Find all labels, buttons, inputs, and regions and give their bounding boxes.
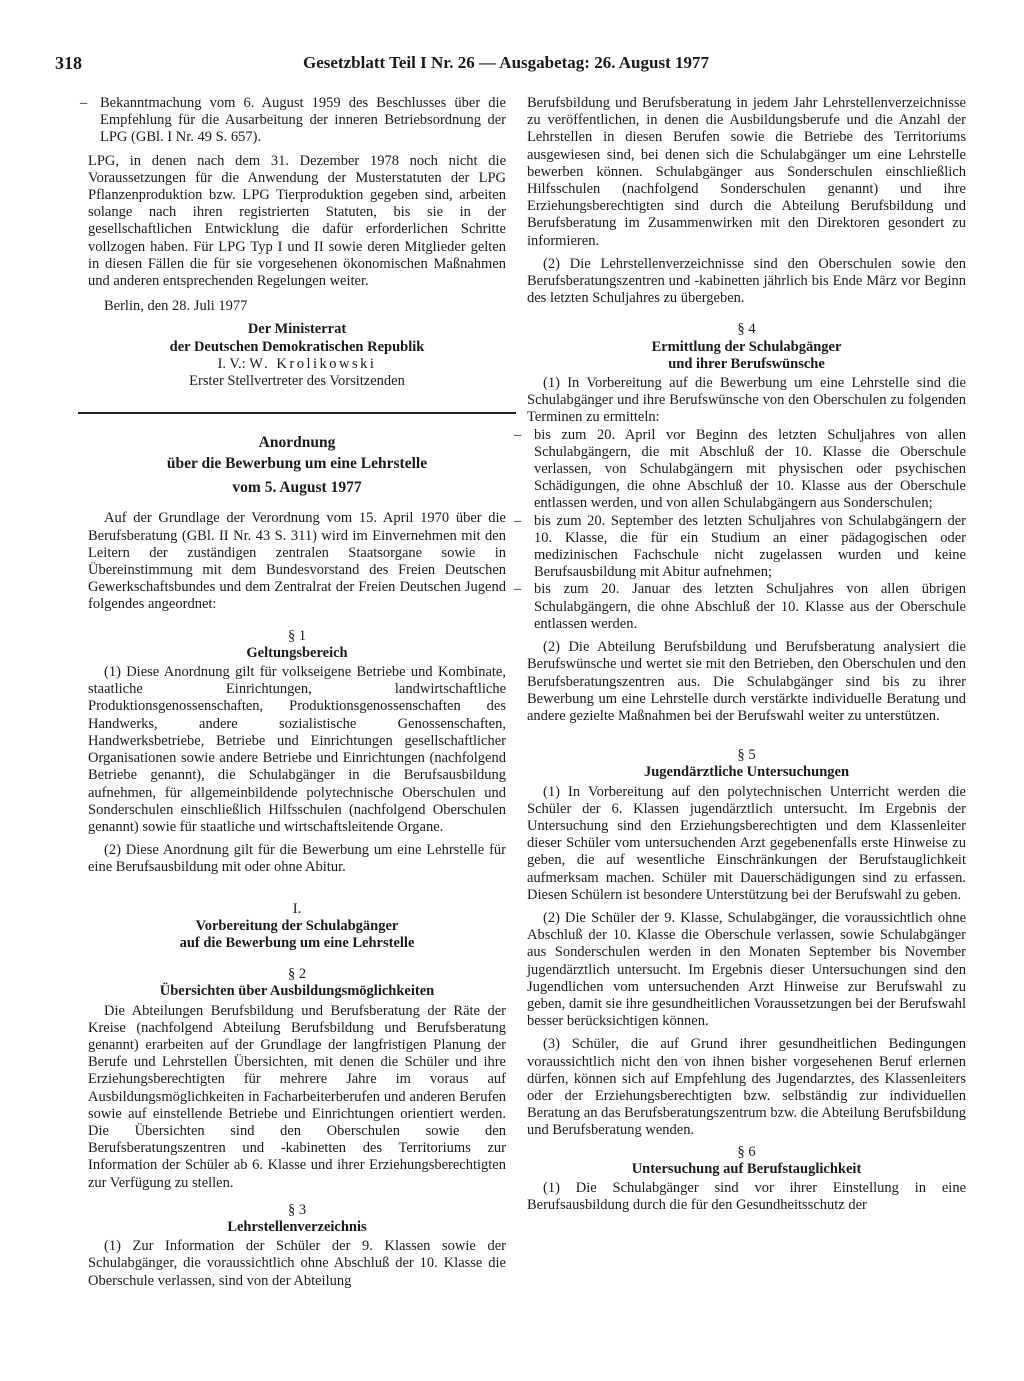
- section-title: Geltungsbereich: [246, 644, 348, 661]
- signatory-name: W. Krolikowski: [249, 355, 377, 372]
- ordinance-date: vom 5. August 1977: [232, 479, 362, 497]
- section-subtitle: und ihrer Berufswünsche: [668, 355, 825, 372]
- paragraph: LPG, in denen nach dem 31. Dezember 1978 noch nicht die Voraussetzungen für die Anwendung der Musterstatuten der LPG Pflanzenproduktion bzw. LPG Tierproduktion gegeben sind, arbeiten solange nach ihren registrierten Statuten, bis sie in der gesellschaftlichen Entwicklung die dafür erforderlichen Schritte vollzogen haben. Für LPG Typ I und II sowie deren Mitglieder gelten in diesen Fällen die für sie vorgesehenen ökonomischen Maßnahmen und anderen entsprechenden Regelungen weiter.: [88, 152, 506, 290]
- list-item: [80, 95, 506, 147]
- running-head: Gesetzblatt Teil I Nr. 26 — Ausgabetag: 26. August 1977: [303, 53, 709, 72]
- paragraph: (2) Die Abteilung Berufsbildung und Berufsberatung analysiert die Berufswünsche und wertet sie mit den Betrieben, den Oberschulen und den Berufsberatungszentren aus. Die Schulabgänger sind bis zu ihrer Bewerbung um eine Lehrstelle durch verstärkte individuelle Beratung und andere gezielte Maßnahmen bei der Berufswahl weiter zu unterstützen.: [527, 639, 966, 724]
- signatory-role: Erster Stellvertreter des Vorsitzenden: [189, 373, 405, 390]
- place-date: Berlin, den 28. Juli 1977: [104, 298, 248, 315]
- paragraph: (1) Zur Information der Schüler der 9. Klassen sowie der Schulabgänger, die voraussichtlich ohne Abschluß der 10. Klasse die Oberschule verlassen, sind von der Abteilung: [88, 1238, 506, 1289]
- section-title: Ermittlung der Schulabgänger: [651, 338, 842, 355]
- signature-authority-line2: der Deutschen Demokratischen Republik: [169, 338, 425, 355]
- preamble: Auf der Grundlage der Verordnung vom 15. April 1970 über die Berufsberatung (GBl. II Nr. 43 S. 311) wird im Einvernehmen mit den Leitern der zuständigen zentralen Staatsorgane sowie in Übereinstimmung mit dem Bundesvorstand des Freien Deutschen Gewerkschaftsbundes und dem Zentralrat der Freien Deutschen Jugend folgendes angeordnet:: [88, 510, 506, 613]
- section-divider: [78, 412, 516, 414]
- paragraph: Berufsbildung und Berufsberatung in jedem Jahr Lehrstellenverzeichnisse zu veröffentlichen, in denen die Ausbildungsberufe und die Anzahl der Lehrstellen in diesen Berufen sowie die Betriebe des Territoriums ausgewiesen sind, bei denen sich die Schulabgänger um eine Lehrstelle bewerben können. Schulabgänger aus Sonderschulen einschließlich Hilfsschulen (nachfolgend Sonderschulen genannt) und ihre Erziehungsberechtigten sind durch die Abteilung Berufsbildung und Berufsberatung im Zusammenwirken mit den Direktoren gesondert zu informieren.: [527, 95, 966, 249]
- dash-bullet: –: [514, 426, 522, 443]
- section-number: § 3: [287, 1201, 307, 1218]
- section-title: Jugendärztliche Untersuchungen: [643, 764, 850, 781]
- paragraph: (1) Die Schulabgänger sind vor ihrer Einstellung in eine Berufsausbildung durch die für den Gesundheitsschutz der: [527, 1179, 966, 1214]
- section-number: § 4: [737, 321, 756, 338]
- ordinance-subtitle: über die Bewerbung um eine Lehrstelle: [166, 455, 428, 473]
- paragraph: (1) In Vorbereitung auf die Bewerbung um eine Lehrstelle sind die Schulabgänger und ihre Berufswünsche von den Oberschulen zu folgenden Terminen zu ermitteln:: [527, 375, 966, 426]
- section-number: § 6: [737, 1143, 756, 1160]
- section-number: § 1: [287, 627, 307, 644]
- dash-bullet: –: [80, 95, 88, 111]
- page-number: 318: [55, 53, 82, 73]
- dash-bullet: –: [514, 581, 522, 598]
- page-header: [55, 50, 975, 78]
- paragraph: (2) Diese Anordnung gilt für die Bewerbung um eine Lehrstelle für eine Berufsausbildung mit oder ohne Abitur.: [88, 842, 506, 876]
- part-number: I.: [292, 900, 302, 917]
- part-subtitle: auf die Bewerbung um eine Lehrstelle: [179, 934, 415, 951]
- dash-bullet: –: [514, 512, 522, 529]
- paragraph: (1) In Vorbereitung auf den polytechnischen Unterricht werden die Schüler der 6. Klassen jugendärztlich untersucht. Im Ergebnis der Untersuchung sind den Erziehungsberechtigten und dem Klassenleiter dieser Schüler vom untersuchenden Arzt gegebenenfalls erste Hinweise zu geben, die auf wesentliche Einschränkungen der Berufstauglichkeit aufmerksam machen. Schüler mit Dauerschädigungen sind zu erfassen. Diesen Schülern ist besondere Unterstützung bei der Berufswahl zu geben.: [527, 783, 966, 903]
- paragraph: (2) Die Lehrstellenverzeichnisse sind den Oberschulen sowie den Berufsberatungszentren und -kabinetten jährlich bis Ende März vor Beginn des letzten Schuljahres zu übergeben.: [527, 255, 966, 307]
- section-title: Lehrstellenverzeichnis: [227, 1218, 367, 1235]
- part-title: Vorbereitung der Schulabgänger: [195, 917, 399, 934]
- signatory-prefix: I. V.:: [217, 355, 246, 372]
- list-item: [514, 513, 966, 582]
- ordinance-title: Anordnung: [258, 434, 336, 452]
- list-item-text: bis zum 20. April vor Beginn des letzten Schuljahres von allen Schulabgängern, die mit Abschluß der 10. Klasse die Oberschule verlassen, von Schulabgängern mit physischen oder psychischen Schädigungen, die ohne Abschluß der 10. Klasse aus der Oberschule entlassen werden, und von allen Schulabgängern aus Sonderschulen;: [534, 426, 966, 512]
- right-column: [514, 95, 966, 1214]
- list-item: [514, 581, 966, 633]
- paragraph: Die Abteilungen Berufsbildung und Berufsberatung der Räte der Kreise (nachfolgend Abteilung Berufsbildung und Berufsberatung genannt) erarbeiten auf der Grundlage der langfristigen Planung der Berufe und Lehrstellen Übersichten, mit denen die Schüler und ihre Erziehungsberechtigten für mehrere Jahre im voraus auf Ausbildungsmöglichkeiten in Facharbeiterberufen und anderen Berufen sowie auf einstellende Betriebe und Einrichtungen orientiert werden. Die Übersichten sind den Oberschulen sowie den Berufsberatungszentren und -kabinetten des Territoriums zur Information der Schüler ab 6. Klasse und ihrer Erziehungsberechtigten zur Verfügung zu stellen.: [88, 1002, 506, 1191]
- left-column: [80, 95, 506, 1290]
- section-title: Untersuchung auf Berufstauglichkeit: [631, 1160, 862, 1177]
- list-item-text: Bekanntmachung vom 6. August 1959 des Beschlusses über die Empfehlung für die Ausarbeitung der inneren Betriebsordnung der LPG (GBl. I Nr. 49 S. 657).: [100, 95, 506, 146]
- list-item-text: bis zum 20. September des letzten Schuljahres von Schulabgängern der 10. Klasse, die für ein Studium an einer pädagogischen oder medizinischen Fachschule nicht zugelassen wurden und keine Berufsausbildung mit Abitur aufnehmen;: [534, 512, 966, 581]
- signature-authority: Der Ministerrat: [247, 321, 347, 338]
- paragraph: (2) Die Schüler der 9. Klasse, Schulabgänger, die voraussichtlich ohne Abschluß der 10. Klasse die Oberschule verlassen, sowie Schulabgänger aus Sonderschulen werden in den Monaten September bis November jugendärztlich untersucht. Im Ergebnis dieser Untersuchungen sind den Jugendlichen vom untersuchenden Arzt Hinweise zur Berufswahl zu geben, damit sie ihre gesundheitlichen Voraussetzungen bei der Berufswahl besser berücksichtigen können.: [527, 909, 966, 1030]
- paragraph: (3) Schüler, die auf Grund ihrer gesundheitlichen Bedingungen voraussichtlich nicht den von ihnen bisher vorgesehenen Beruf erlernen dürfen, können sich auf Empfehlung des Jugendarztes, des Klassenleiters oder der Erziehungsberechtigten bzw. selbständig zur individuellen Beratung an das Berufsberatungszentrum bzw. die Abteilung Berufsbildung und Berufsberatung wenden.: [527, 1036, 966, 1139]
- section-title: Übersichten über Ausbildungsmöglichkeiten: [159, 983, 435, 1000]
- list-item-text: bis zum 20. Januar des letzten Schuljahres von allen übrigen Schulabgängern, die ohne Abschluß der 10. Klasse aus der Oberschule entlassen werden.: [534, 581, 966, 632]
- section-number: § 5: [737, 747, 756, 764]
- signatory-line: [88, 356, 506, 373]
- signature-block: [88, 321, 506, 390]
- paragraph: (1) Diese Anordnung gilt für volkseigene Betriebe und Kombinate, staatliche Einrichtungen, landwirtschaftliche Produktionsgenossenschaften, Produktionsgenossenschaften des Handwerks, andere sozialistische Genossenschaften, Handwerksbetriebe, Betriebe und Einrichtungen gesellschaftlicher Organisationen sowie andere Betriebe und Einrichtungen (nachfolgend Betriebe genannt), die Schulabgänger in die Berufsausbildung aufnehmen, für allgemeinbildende polytechnische Oberschulen und Sonderschulen einschließlich Hilfsschulen (nachfolgend Oberschulen genannt) sowie für staatliche und wirtschaftsleitende Organe.: [88, 664, 506, 835]
- list-item: [514, 427, 966, 513]
- section-number: § 2: [287, 966, 307, 983]
